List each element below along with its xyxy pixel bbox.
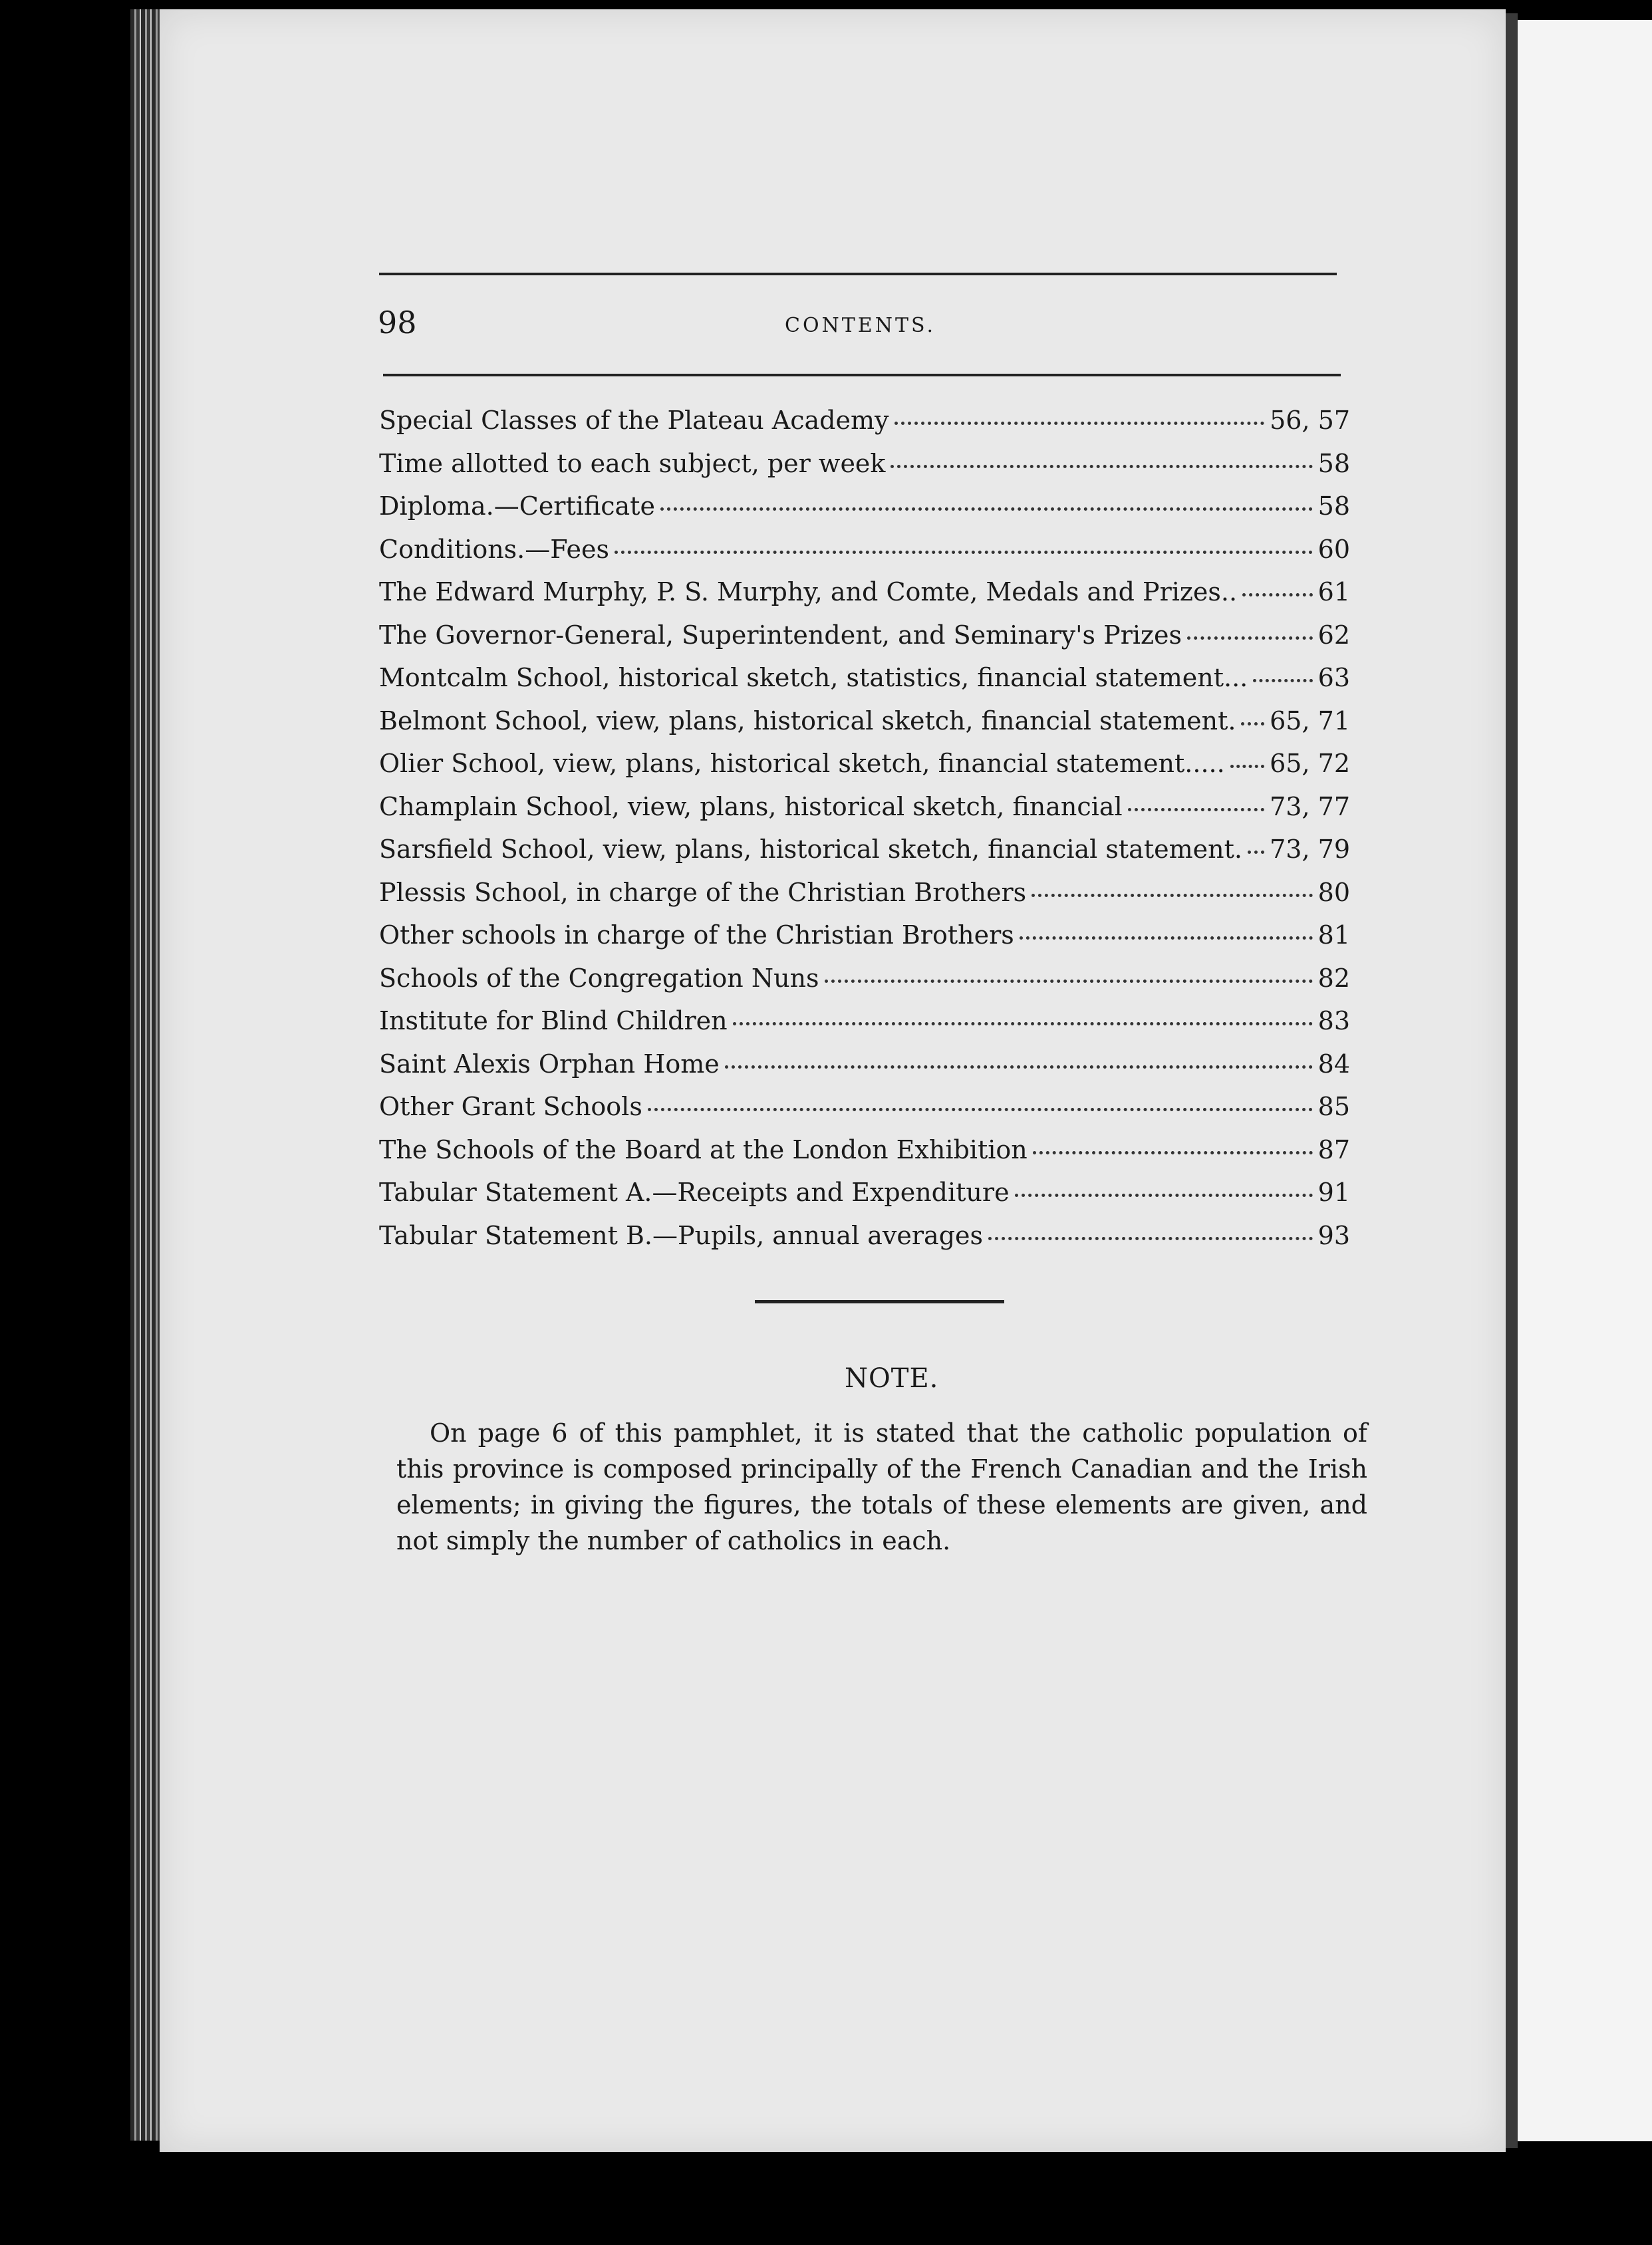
toc-entry (379, 577, 1350, 620)
toc-entry-title: The Schools of the Board at the London Exhibition (379, 1134, 1028, 1164)
toc-entry (379, 835, 1350, 878)
leader-dots (1128, 808, 1264, 811)
toc-entry-title: Sarsfield School, view, plans, historical sketch, financial statement. (379, 835, 1242, 864)
toc-entry-title: Belmont School, view, plans, historical sketch, financial statement. (379, 706, 1236, 735)
toc-entry (379, 663, 1350, 706)
leader-dots (725, 1065, 1313, 1069)
toc-entry (379, 878, 1350, 921)
toc-entry-page: 82 (1317, 963, 1350, 993)
toc-entry (379, 449, 1350, 492)
toc-entry-title: Saint Alexis Orphan Home (379, 1049, 720, 1079)
toc-entry (379, 749, 1350, 792)
toc-entry-title: Schools of the Congregation Nuns (379, 963, 819, 993)
note-body: On page 6 of this pamphlet, it is stated that the catholic population of this province is composed principally of the French Canadian and the Irish elements; in giving the figures, the totals of these elements are given, and not simply the number of catholics in each. (396, 1418, 1367, 1555)
toc-entry (379, 1049, 1350, 1093)
toc-entry (379, 1092, 1350, 1135)
toc-entry-title: Time allotted to each subject, per week (379, 448, 886, 478)
leader-dots (648, 1108, 1313, 1111)
toc-entry-page: 91 (1317, 1178, 1350, 1207)
toc-entry-title: Other schools in charge of the Christian Brothers (379, 920, 1014, 950)
toc-entry-title: Institute for Blind Children (379, 1006, 728, 1035)
toc-entry-page: 65, 71 (1270, 706, 1350, 735)
toc-entry-page: 84 (1317, 1049, 1350, 1079)
toc-entry-page: 85 (1317, 1092, 1350, 1121)
toc-entry-page: 93 (1317, 1220, 1350, 1250)
header-rule-top (379, 273, 1337, 275)
facing-page-edge (1518, 20, 1652, 2141)
toc-entry-page: 63 (1317, 663, 1350, 692)
toc-entry-page: 62 (1317, 620, 1350, 650)
leader-dots (895, 422, 1265, 425)
note-heading: NOTE. (845, 1363, 939, 1394)
toc-entry-title: Olier School, view, plans, historical sketch, financial statement..... (379, 749, 1225, 778)
leader-dots (1033, 1151, 1313, 1154)
toc-entry-page: 65, 72 (1270, 749, 1350, 778)
table-of-contents (379, 406, 1350, 1263)
toc-entry-page: 58 (1317, 491, 1350, 521)
toc-entry-title: The Governor-General, Superintendent, and Seminary's Prizes (379, 620, 1182, 650)
leader-dots (1015, 1194, 1313, 1197)
toc-entry (379, 406, 1350, 449)
toc-entry-title: Conditions.—Fees (379, 534, 610, 564)
leader-dots (1242, 593, 1313, 596)
toc-entry-page: 61 (1317, 577, 1350, 606)
toc-entry-title: Special Classes of the Plateau Academy (379, 406, 889, 435)
toc-entry-page: 56, 57 (1270, 406, 1350, 435)
toc-entry-title: Champlain School, view, plans, historical sketch, financial (379, 791, 1123, 821)
leader-dots (1248, 851, 1264, 854)
toc-entry-title: Tabular Statement B.—Pupils, annual averages (379, 1220, 984, 1250)
leader-dots (825, 980, 1313, 983)
toc-entry-page: 81 (1317, 920, 1350, 950)
leader-dots (1241, 722, 1264, 726)
leader-dots (1253, 679, 1312, 682)
toc-entry (379, 792, 1350, 835)
toc-entry-title: The Edward Murphy, P. S. Murphy, and Comte, Medals and Prizes.. (379, 577, 1238, 606)
leader-dots (891, 465, 1312, 468)
leader-dots (1230, 765, 1264, 768)
toc-entry-page: 83 (1317, 1006, 1350, 1035)
leader-dots (988, 1237, 1313, 1240)
header-rule-bottom (383, 374, 1341, 376)
toc-entry-page: 73, 79 (1270, 835, 1350, 864)
toc-entry (379, 1135, 1350, 1178)
toc-entry (379, 964, 1350, 1007)
toc-entry (379, 1178, 1350, 1221)
leader-dots (1020, 936, 1313, 940)
toc-entry-page: 73, 77 (1270, 791, 1350, 821)
toc-entry-page: 58 (1317, 448, 1350, 478)
toc-entry (379, 1006, 1350, 1049)
toc-entry-title: Other Grant Schools (379, 1092, 642, 1121)
leader-dots (615, 551, 1313, 554)
gutter-shadow (1506, 13, 1518, 2148)
leader-dots (733, 1022, 1313, 1025)
leader-dots (1032, 894, 1312, 897)
toc-entry-page: 87 (1317, 1134, 1350, 1164)
toc-entry-title: Tabular Statement A.—Receipts and Expenditure (379, 1178, 1010, 1207)
toc-entry (379, 491, 1350, 535)
toc-entry-title: Plessis School, in charge of the Christian Brothers (379, 877, 1027, 907)
section-separator-rule (755, 1300, 1004, 1303)
running-head: CONTENTS. (785, 314, 936, 337)
toc-entry-title: Montcalm School, historical sketch, statistics, financial statement... (379, 663, 1248, 692)
leader-dots (1187, 636, 1313, 640)
toc-entry (379, 706, 1350, 749)
toc-entry (379, 1221, 1350, 1264)
page-number: 98 (378, 305, 417, 340)
toc-entry-page: 80 (1317, 877, 1350, 907)
toc-entry (379, 620, 1350, 664)
toc-entry-title: Diploma.—Certificate (379, 491, 655, 521)
toc-entry (379, 920, 1350, 964)
toc-entry (379, 535, 1350, 578)
leader-dots (660, 507, 1313, 511)
toc-entry-page: 60 (1317, 534, 1350, 564)
